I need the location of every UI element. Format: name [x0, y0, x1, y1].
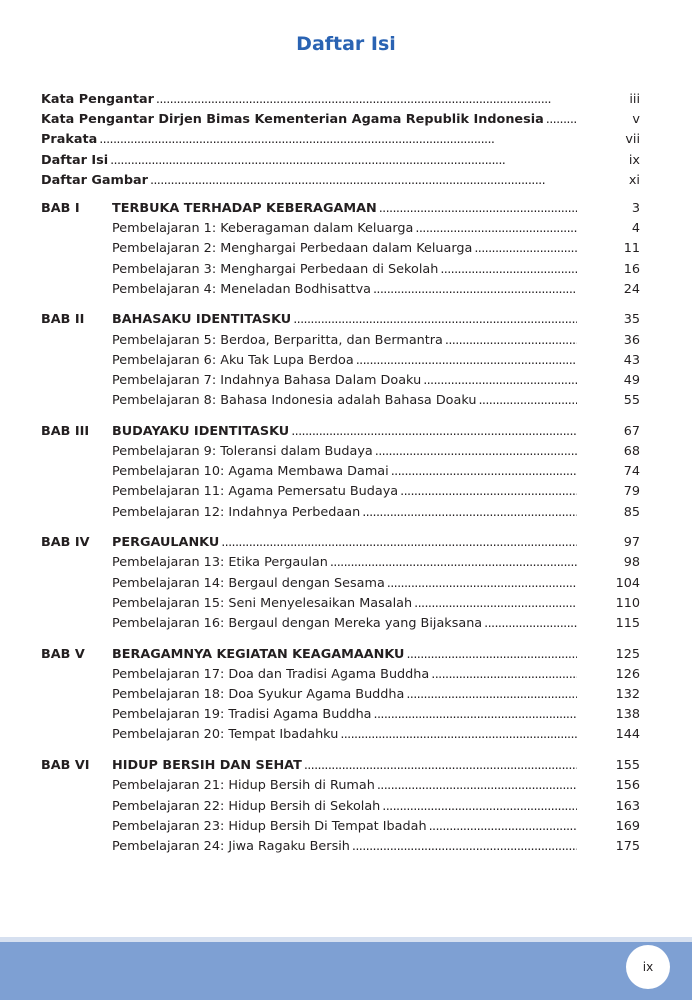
footer-band: [0, 937, 692, 1000]
toc-lesson-row[interactable]: [41, 331, 652, 351]
lesson-title: Pembelajaran 22: Hidup Bersih di Sekolah . . .: [112, 797, 577, 817]
lesson-title: Pembelajaran 13: Etika Pergaulan . . .: [112, 553, 577, 573]
lesson-title: Pembelajaran 18: Doa Syukur Agama Buddha . . .: [112, 685, 577, 705]
toc-entry-front[interactable]: [41, 151, 652, 171]
lesson-title: Pembelajaran 6: Aku Tak Lupa Berdoa . . .: [112, 351, 577, 371]
lesson-title: Pembelajaran 16: Bergaul dengan Mereka yang Bijaksana . . .: [112, 614, 577, 634]
toc-entry-label: Daftar Isi . . .: [41, 151, 577, 171]
toc-lesson-row[interactable]: [41, 442, 652, 462]
toc-lesson-row[interactable]: [41, 776, 652, 796]
section-gap: [41, 191, 652, 199]
toc-lesson-row[interactable]: [41, 260, 652, 280]
lesson-page: 126: [615, 666, 640, 682]
lesson-page: 144: [615, 727, 640, 743]
section-gap: [41, 523, 652, 534]
toc-entry-label: Kata Pengantar Dirjen Bimas Kementerian Agama Republik Indonesia . . .: [41, 110, 577, 130]
toc-lesson-row[interactable]: [41, 594, 652, 614]
toc-lesson-row[interactable]: [41, 797, 652, 817]
toc-lesson-row[interactable]: [41, 280, 652, 300]
lesson-page: 115: [615, 616, 640, 631]
lesson-page: 138: [615, 707, 640, 723]
lesson-title: Pembelajaran 19: Tradisi Agama Buddha . . .: [112, 705, 577, 725]
toc-lesson-row[interactable]: [41, 482, 652, 502]
lesson-title: Pembelajaran 23: Hidup Bersih Di Tempat Ibadah . . .: [112, 817, 577, 837]
lesson-page: 43: [623, 352, 640, 368]
lesson-page: 11: [623, 241, 640, 257]
toc-chapter-row[interactable]: [41, 645, 652, 665]
toc-entry-label: Kata Pengantar . . .: [41, 90, 577, 110]
lesson-page: 24: [623, 281, 640, 297]
lesson-title: Pembelajaran 2: Menghargai Perbedaan dalam Keluarga . . .: [112, 239, 577, 259]
lesson-title: Pembelajaran 3: Menghargai Perbedaan di Sekolah . . .: [112, 260, 577, 280]
toc-entry-front[interactable]: [41, 110, 652, 130]
lesson-page: 175: [615, 838, 640, 854]
section-gap: [41, 300, 652, 311]
lesson-page: 68: [623, 444, 640, 459]
toc-lesson-row[interactable]: [41, 351, 652, 371]
chapter-number: BAB V: [41, 646, 85, 662]
page-number: ix: [626, 945, 670, 989]
toc-lesson-row[interactable]: [41, 462, 652, 482]
chapter-page: 35: [623, 312, 640, 328]
toc-entry-front[interactable]: [41, 130, 652, 150]
lesson-page: 79: [623, 484, 640, 500]
toc-lesson-row[interactable]: [41, 503, 652, 523]
chapter-page: 67: [623, 423, 640, 439]
chapter-number: BAB IV: [41, 535, 90, 551]
lesson-title: Pembelajaran 24: Jiwa Ragaku Bersih . . .: [112, 837, 577, 857]
lesson-title: Pembelajaran 10: Agama Membawa Damai . . .: [112, 462, 577, 482]
table-of-contents: [41, 90, 652, 857]
toc-lesson-row[interactable]: [41, 371, 652, 391]
chapter-title: BUDAYAKU IDENTITASKU . . .: [112, 422, 577, 442]
chapter-number: BAB II: [41, 312, 85, 328]
lesson-title: Pembelajaran 20: Tempat Ibadahku . . .: [112, 725, 577, 745]
lesson-title: Pembelajaran 21: Hidup Bersih di Rumah . . .: [112, 776, 577, 796]
lesson-page: 163: [615, 798, 640, 814]
chapter-number: BAB VI: [41, 758, 90, 774]
chapter-page: 155: [615, 758, 640, 774]
lesson-title: Pembelajaran 12: Indahnya Perbedaan . . .: [112, 503, 577, 523]
lesson-page: 156: [615, 778, 640, 794]
toc-entry-front[interactable]: [41, 90, 652, 110]
toc-chapter-row[interactable]: [41, 422, 652, 442]
lesson-page: 16: [623, 261, 640, 277]
lesson-title: Pembelajaran 11: Agama Pemersatu Budaya . . .: [112, 482, 577, 502]
lesson-page: 36: [623, 332, 640, 348]
lesson-title: Pembelajaran 15: Seni Menyelesaikan Masalah . . .: [112, 594, 577, 614]
toc-chapter-row[interactable]: [41, 310, 652, 330]
toc-lesson-row[interactable]: [41, 574, 652, 594]
toc-lesson-row[interactable]: [41, 665, 652, 685]
toc-lesson-row[interactable]: [41, 837, 652, 857]
chapter-title: BAHASAKU IDENTITASKU . . .: [112, 310, 577, 330]
toc-lesson-row[interactable]: [41, 239, 652, 259]
page-title: Daftar Isi: [296, 33, 396, 55]
toc-entry-page: v: [632, 112, 640, 128]
toc-entry-page: iii: [629, 92, 640, 107]
toc-entry-page: vii: [625, 132, 640, 148]
section-gap: [41, 411, 652, 422]
toc-lesson-row[interactable]: [41, 705, 652, 725]
toc-chapter-row[interactable]: [41, 533, 652, 553]
toc-lesson-row[interactable]: [41, 817, 652, 837]
toc-lesson-row[interactable]: [41, 614, 652, 634]
chapter-page: 97: [623, 535, 640, 551]
toc-lesson-row[interactable]: [41, 219, 652, 239]
lesson-title: Pembelajaran 5: Berdoa, Berparitta, dan Bermantra . . .: [112, 331, 577, 351]
toc-chapter-row[interactable]: [41, 199, 652, 219]
lesson-title: Pembelajaran 9: Toleransi dalam Budaya . . .: [112, 442, 577, 462]
section-gap: [41, 746, 652, 757]
chapter-page: 125: [615, 646, 640, 662]
chapter-title: HIDUP BERSIH DAN SEHAT . . .: [112, 756, 577, 776]
lesson-page: 169: [615, 818, 640, 834]
lesson-page: 74: [623, 464, 640, 480]
chapter-number: BAB III: [41, 423, 90, 439]
lesson-page: 110: [615, 595, 640, 611]
lesson-page: 104: [615, 575, 640, 591]
lesson-page: 98: [623, 555, 640, 571]
toc-entry-label: Prakata . . .: [41, 130, 577, 150]
lesson-page: 85: [623, 504, 640, 520]
lesson-title: Pembelajaran 7: Indahnya Bahasa Dalam Doaku . . .: [112, 371, 577, 391]
toc-lesson-row[interactable]: [41, 685, 652, 705]
toc-lesson-row[interactable]: [41, 391, 652, 411]
chapter-page: 3: [631, 200, 640, 216]
lesson-page: 4: [631, 221, 640, 237]
lesson-title: Pembelajaran 14: Bergaul dengan Sesama . . .: [112, 574, 577, 594]
toc-entry-page: ix: [628, 152, 640, 168]
chapter-title: PERGAULANKU . . .: [112, 533, 577, 553]
chapter-title: BERAGAMNYA KEGIATAN KEAGAMAANKU . . .: [112, 645, 577, 665]
toc-lesson-row[interactable]: [41, 553, 652, 573]
lesson-title: Pembelajaran 1: Keberagaman dalam Keluarga . . .: [112, 219, 577, 239]
lesson-title: Pembelajaran 17: Doa dan Tradisi Agama Buddha . . .: [112, 665, 577, 685]
toc-entry-front[interactable]: [41, 171, 652, 191]
toc-entry-label: Daftar Gambar . . .: [41, 171, 577, 191]
toc-entry-page: xi: [628, 172, 640, 188]
chapter-title: TERBUKA TERHADAP KEBERAGAMAN . . .: [112, 199, 577, 219]
chapter-number: BAB I: [41, 200, 80, 216]
lesson-page: 49: [623, 372, 640, 388]
toc-lesson-row[interactable]: [41, 725, 652, 745]
lesson-title: Pembelajaran 4: Meneladan Bodhisattva . . .: [112, 280, 577, 300]
section-gap: [41, 634, 652, 645]
lesson-page: 55: [623, 393, 640, 409]
lesson-title: Pembelajaran 8: Bahasa Indonesia adalah Bahasa Doaku . . .: [112, 391, 577, 411]
toc-chapter-row[interactable]: [41, 756, 652, 776]
lesson-page: 132: [615, 687, 640, 703]
